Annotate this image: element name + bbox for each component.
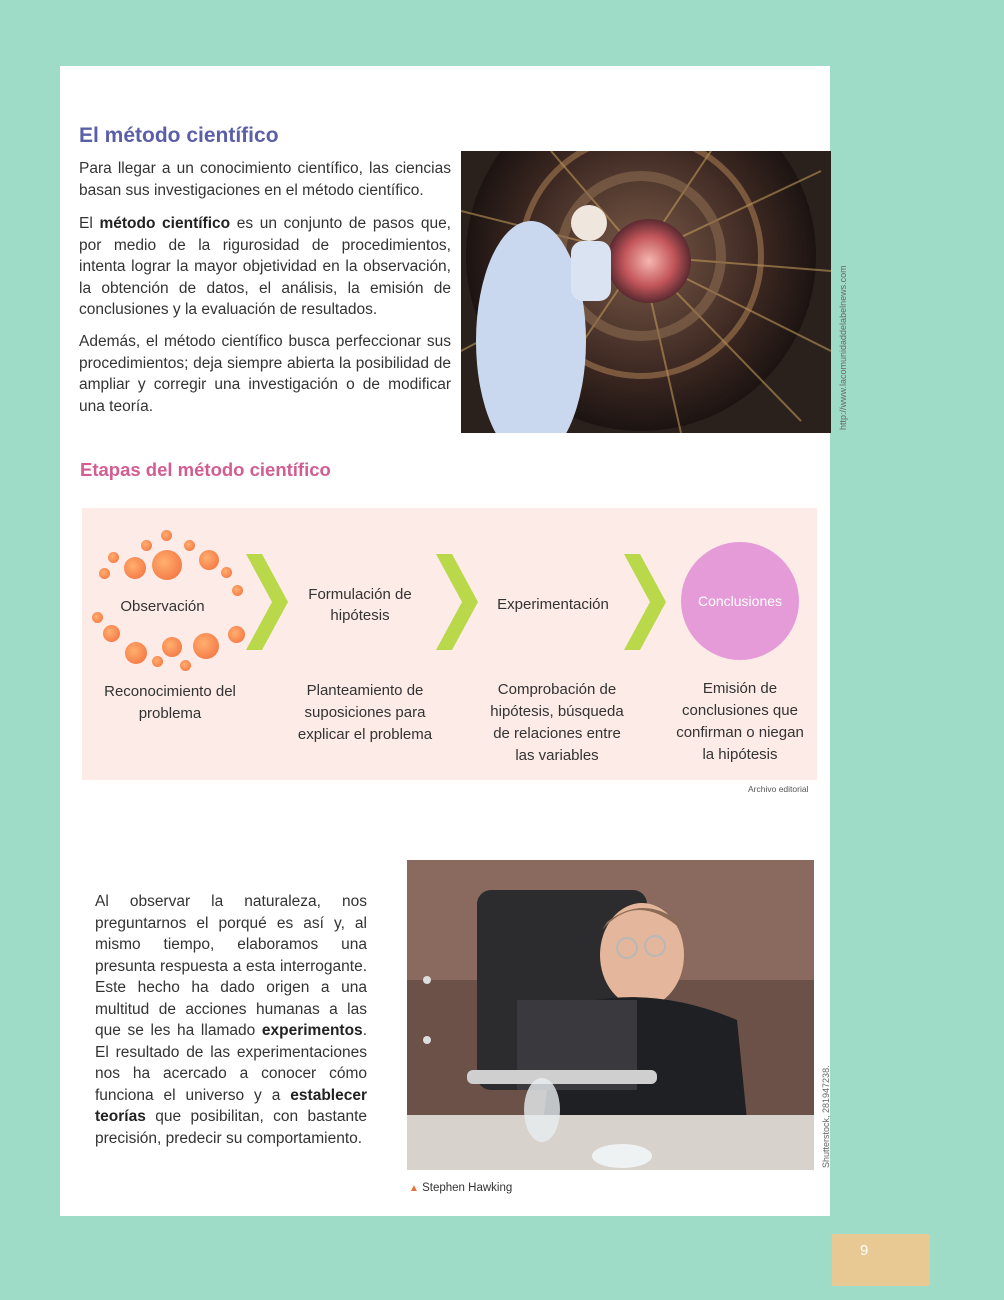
stage-desc-hipotesis: Planteamiento de suposiciones para explicar el problema bbox=[297, 682, 433, 743]
page-number-tab bbox=[832, 1234, 930, 1286]
page-number: 9 bbox=[860, 1242, 869, 1259]
hawking-photo bbox=[407, 860, 814, 1170]
chevron-right-icon bbox=[624, 554, 666, 650]
bold-term-teorias: establecer teorías bbox=[95, 1086, 367, 1125]
stage-title-hipotesis: Formulación de hipótesis bbox=[308, 586, 412, 624]
bold-term-experimentos: experimentos bbox=[261, 1022, 363, 1039]
paragraph-intro: Para llegar a un conocimiento científico, las ciencias basan sus investigaciones en el método científico. bbox=[79, 160, 451, 199]
stage-title-conclusiones: Conclusiones bbox=[681, 542, 799, 660]
stage-desc-experimentacion: Comprobación de hipótesis, búsqueda de relaciones entre las variables bbox=[490, 681, 624, 764]
chevron-right-icon bbox=[436, 554, 478, 650]
paragraph-experimentos: Al observar la naturaleza, nos preguntarnos el porqué es así y, al mismo tiempo, elaboramos una presunta respuesta a esta interrogante. Este hecho ha dado origen a una multitud de acciones humanas a las que se les ha llamado experimentos. El resultado de las experimentaciones nos ha acercado a conocer cómo funciona el universo y a establecer teorías que posibilitan, con bastante precisión, predecir su comportamiento. bbox=[95, 893, 367, 1147]
chevron-right-icon bbox=[246, 554, 288, 650]
stage-desc-conclusiones: Emisión de conclusiones que confirman o niegan la hipótesis bbox=[676, 680, 804, 763]
paragraph-definition: El método científico es un conjunto de pasos que, por medio de la rigurosidad de procedimientos, intenta lograr la mayor objetividad en la observación, la obtención de datos, el análisis, la emisión de conclusiones y la evaluación de resultados. bbox=[79, 215, 451, 318]
section-title-etapas: Etapas del método científico bbox=[80, 459, 331, 480]
particle-detector-photo bbox=[461, 151, 831, 433]
bold-term-metodo: método científico bbox=[99, 215, 231, 232]
stage-title-experimentacion: Experimentación bbox=[497, 596, 609, 613]
paragraph-perfeccionar: Además, el método científico busca perfeccionar sus procedimientos; deja siempre abierta la posibilidad de ampliar y corregir una investigación o de modificar una teoría. bbox=[79, 333, 451, 415]
triangle-up-icon: ▲ bbox=[409, 1183, 419, 1194]
section-title-metodo: El método científico bbox=[79, 124, 279, 147]
photo-caption: ▲ Stephen Hawking bbox=[409, 1182, 513, 1194]
photo-credit-vertical-1: http://www.lacomunidaddelabelnews.com bbox=[838, 265, 848, 430]
diagram-credit: Archivo editorial bbox=[748, 784, 809, 794]
stage-desc-observacion: Reconocimiento del problema bbox=[104, 683, 236, 722]
stage-title-observacion: Observación bbox=[120, 598, 205, 615]
photo-credit-vertical-2: Shutterstock, 281947238. bbox=[821, 1065, 831, 1168]
